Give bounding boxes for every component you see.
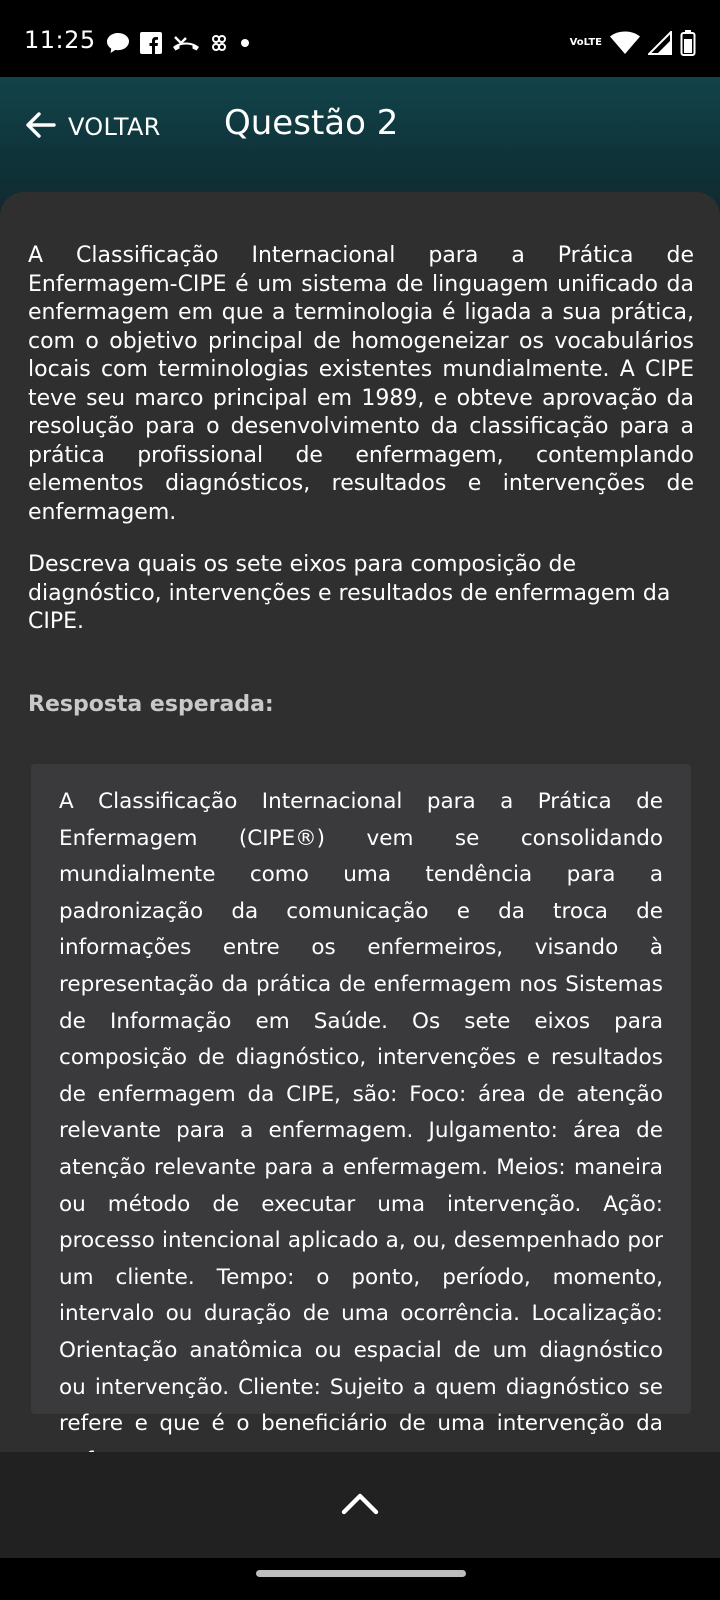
notification-icons bbox=[106, 30, 252, 56]
question-card[interactable] bbox=[0, 192, 720, 1452]
system-navigation bbox=[0, 1558, 720, 1600]
question-text bbox=[28, 242, 694, 637]
expected-answer-label: Resposta esperada: bbox=[28, 692, 274, 717]
wifi-icon bbox=[610, 31, 640, 55]
facebook-icon bbox=[140, 30, 162, 56]
question-paragraph-prompt: Descreva quais os sete eixos para composição de diagnóstico, intervenções e resultados de enfermagem da CIPE. bbox=[28, 552, 671, 634]
bottom-bar bbox=[0, 1452, 720, 1558]
expected-answer-box bbox=[31, 764, 691, 1437]
volte-bottom-text: LTE bbox=[583, 37, 602, 48]
status-time: 11:25 bbox=[24, 26, 96, 54]
missed-call-icon bbox=[172, 30, 200, 56]
chat-bubble-icon bbox=[106, 30, 130, 56]
expected-answer-text: A Classificação Internacional para a Prática de Enfermagem (CIPE®) vem se consolidando mundialmente como uma tendência para a padronização da comunicação e da troca de informações entre os enfermeiros, visando à representação da prática de enfermagem nos Sistemas de Informação em Saúde. Os sete eixos para composição de diagnóstico, intervenções e resultados de enfermagem da CIPE, são: Foco: área de atenção relevante para a enfermagem. Julgamento: área de atenção relevante para a enfermagem. Meios: maneira ou método de executar uma intervenção. Ação: processo intencional aplicado a, ou, desempenhado por um cliente. Tempo: o ponto, período, momento, intervalo ou duração de uma ocorrência. Localização: Orientação anatômica ou espacial de um diagnóstico ou intervenção. Cliente: Sujeito a quem diagnóstico se refere e que é o beneficiário de uma intervenção da bbox=[59, 789, 663, 1437]
dot-icon bbox=[238, 30, 252, 56]
volte-top-text: Vo bbox=[569, 37, 584, 48]
back-label: VOLTAR bbox=[68, 113, 161, 141]
status-bar bbox=[0, 0, 720, 77]
arrow-left-icon bbox=[24, 109, 56, 145]
page-title: Questão 2 bbox=[224, 103, 399, 143]
back-button[interactable] bbox=[24, 107, 161, 147]
question-paragraph-context: A Classificação Internacional para a Prática de Enfermagem-CIPE é um sistema de linguagem unificado da enfermagem em que a terminologia é ligada a sua prática, com o objetivo principal de homogeneizar os vocabulários locais com terminologias existentes mundialmente. A CIPE teve seu marco principal em 1989, e obteve aprovação da resolução para o desenvolvimento da classificação para a prática profissional de enfermagem, contemplando elementos diagnósticos, resultados e intervenções de enfermagem. bbox=[28, 243, 694, 525]
volte-indicator bbox=[570, 38, 602, 48]
nfc-icon bbox=[210, 30, 228, 56]
chevron-up-icon bbox=[340, 1490, 380, 1520]
home-indicator[interactable] bbox=[256, 1570, 466, 1577]
signal-icon bbox=[648, 31, 672, 55]
system-icons bbox=[570, 28, 696, 58]
scroll-to-top-button[interactable] bbox=[335, 1485, 385, 1525]
battery-icon bbox=[680, 30, 696, 56]
